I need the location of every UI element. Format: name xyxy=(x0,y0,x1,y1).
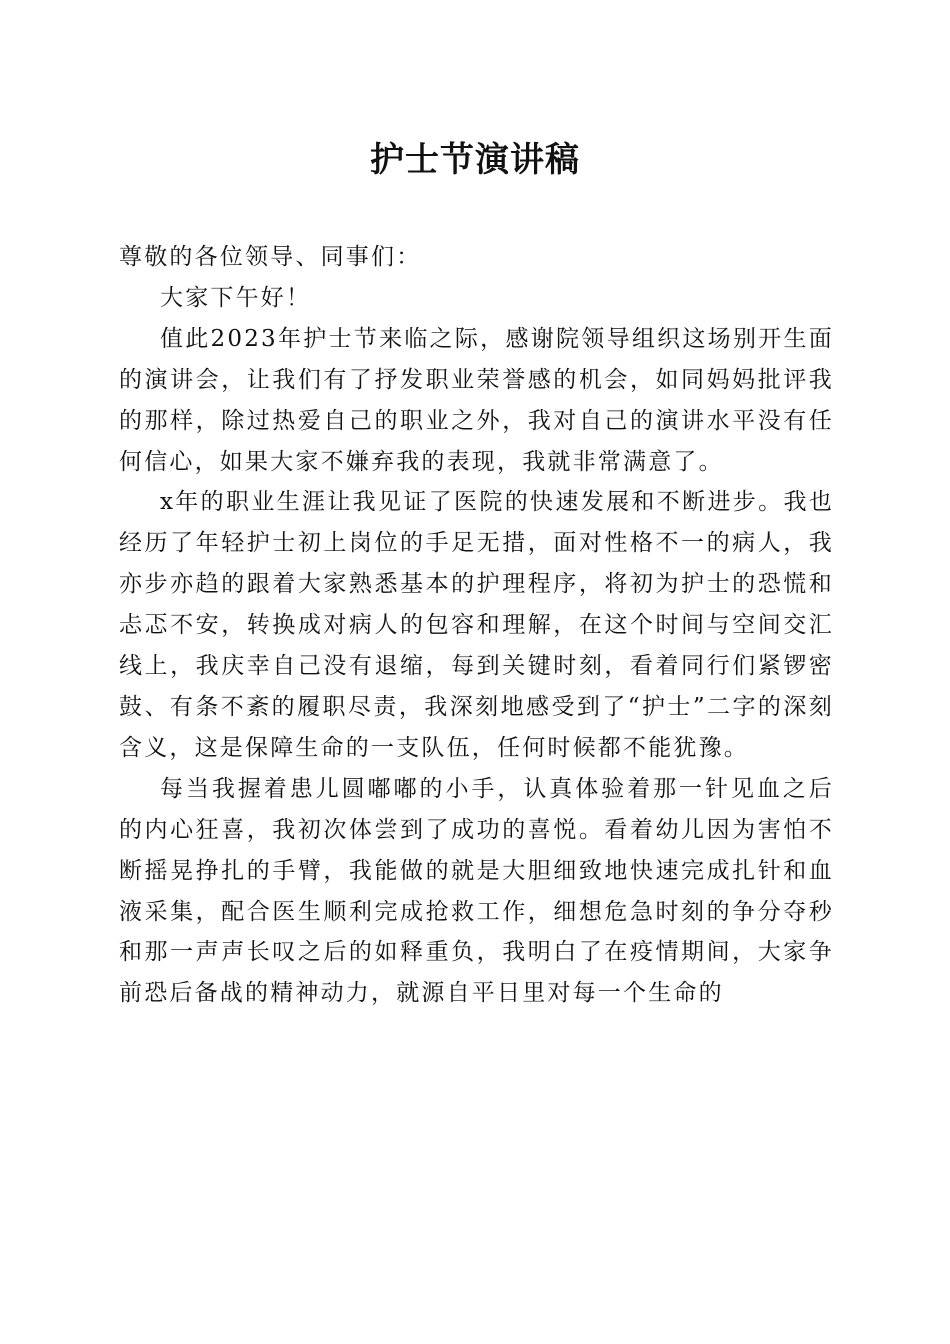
paragraph-greeting: 大家下午好！ xyxy=(160,284,312,311)
paragraph: 值此2023年护士节来临之际，感谢院领导组织这场别开生面的演讲会，让我们有了抒发职业荣誉感的机会，如同妈妈批评我的那样，除过热爱自己的职业之外，我对自己的演讲水平没有任何信心，如果大家不嫌弃我的表现，我就非常满意了。 xyxy=(119,325,834,475)
document-title: 护士节演讲稿 xyxy=(370,140,580,180)
paragraph: 每当我握着患儿圆嘟嘟的小手，认真体验着那一针见血之后的内心狂喜，我初次体尝到了成功的喜悦。看着幼儿因为害怕不断摇晃挣扎的手臂，我能做的就是大胆细致地快速完成扎针和血液采集，配合医生顺利完成抢救工作，细想危急时刻的争分夺秒和那一声声长叹之后的如释重负，我明白了在疫情期间，大家争前恐后备战的精神动力，就源自平日里对每一个生命的 xyxy=(119,775,834,1007)
document-body xyxy=(119,237,834,1014)
paragraph: x年的职业生涯让我见证了医院的快速发展和不断进步。我也经历了年轻护士初上岗位的手足无措，面对性格不一的病人，我亦步亦趋的跟着大家熟悉基本的护理程序，将初为护士的恐慌和忐忑不安，转换成对病人的包容和理解，在这个时间与空间交汇线上，我庆幸自己没有退缩，每到关键时刻，看着同行们紧锣密鼓、有条不紊的履职尽责，我深刻地感受到了“护士”二字的深刻含义，这是保障生命的一支队伍，任何时候都不能犹豫。 xyxy=(119,489,834,761)
salutation: 尊敬的各位领导、同事们： xyxy=(119,244,422,270)
